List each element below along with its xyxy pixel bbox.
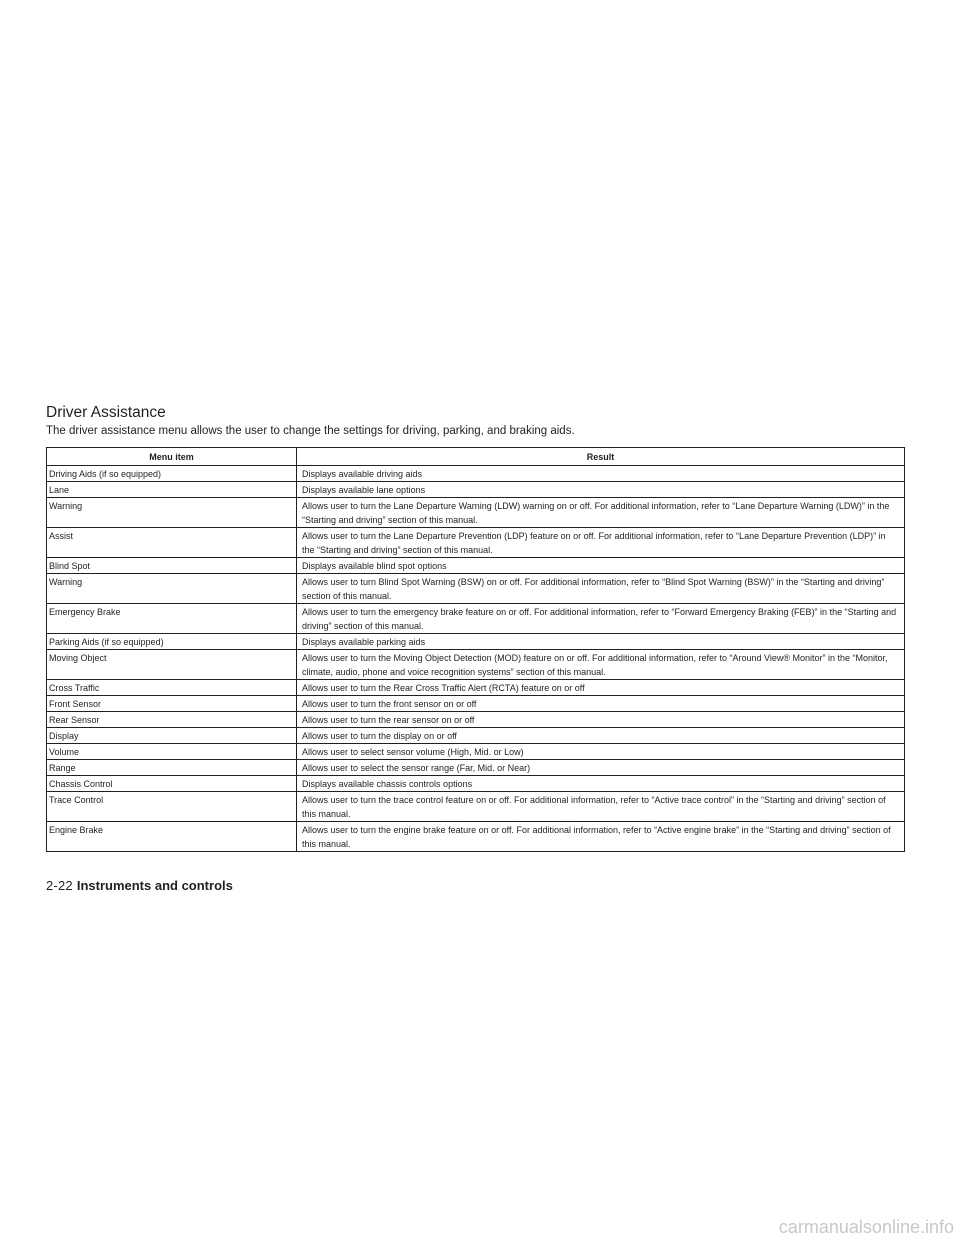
result-cell: Displays available chassis controls options bbox=[297, 776, 905, 792]
header-menu-item: Menu item bbox=[47, 448, 297, 466]
table-row bbox=[47, 792, 905, 822]
table-row bbox=[47, 558, 905, 574]
menu-item-cell: Blind Spot bbox=[47, 558, 297, 574]
result-cell: Allows user to select the sensor range (Far, Mid. or Near) bbox=[297, 760, 905, 776]
menu-item-cell: Range bbox=[47, 760, 297, 776]
table-row bbox=[47, 760, 905, 776]
menu-item-cell: Display bbox=[47, 728, 297, 744]
result-cell: Allows user to turn the Lane Departure Prevention (LDP) feature on or off. For additional information, refer to “Lane Departure Prevention (LDP)” in the “Starting and driving” section of this manual. bbox=[297, 528, 905, 558]
page-footer bbox=[46, 878, 233, 893]
menu-item-cell: Cross Traffic bbox=[47, 680, 297, 696]
menu-item-cell: Volume bbox=[47, 744, 297, 760]
page-number: 2-22 bbox=[46, 878, 73, 893]
table-row bbox=[47, 776, 905, 792]
table-row bbox=[47, 604, 905, 634]
table-row bbox=[47, 744, 905, 760]
menu-item-cell: Chassis Control bbox=[47, 776, 297, 792]
result-cell: Displays available blind spot options bbox=[297, 558, 905, 574]
footer-section-title: Instruments and controls bbox=[76, 878, 233, 893]
table-row bbox=[47, 650, 905, 680]
table-row bbox=[47, 574, 905, 604]
result-cell: Allows user to turn Blind Spot Warning (BSW) on or off. For additional information, refer to “Blind Spot Warning (BSW)” in the “Starting and driving” section of this manual. bbox=[297, 574, 905, 604]
result-cell: Allows user to turn the Moving Object Detection (MOD) feature on or off. For additional information, refer to “Around View® Monitor” in the “Monitor, climate, audio, phone and voice recognition systems” section of this manual. bbox=[297, 650, 905, 680]
result-cell: Allows user to turn the engine brake feature on or off. For additional information, refer to “Active engine brake” in the “Starting and driving” section of this manual. bbox=[297, 822, 905, 852]
menu-item-cell: Rear Sensor bbox=[47, 712, 297, 728]
table-row bbox=[47, 680, 905, 696]
section-title: Driver Assistance bbox=[46, 404, 166, 421]
table-row bbox=[47, 528, 905, 558]
result-cell: Displays available parking aids bbox=[297, 634, 905, 650]
menu-item-cell: Warning bbox=[47, 498, 297, 528]
menu-item-cell: Moving Object bbox=[47, 650, 297, 680]
menu-item-cell: Emergency Brake bbox=[47, 604, 297, 634]
menu-item-cell: Trace Control bbox=[47, 792, 297, 822]
result-cell: Allows user to turn the front sensor on or off bbox=[297, 696, 905, 712]
menu-item-cell: Engine Brake bbox=[47, 822, 297, 852]
menu-item-cell: Driving Aids (if so equipped) bbox=[47, 466, 297, 482]
result-cell: Allows user to turn the Rear Cross Traffic Alert (RCTA) feature on or off bbox=[297, 680, 905, 696]
menu-item-cell: Assist bbox=[47, 528, 297, 558]
header-result: Result bbox=[297, 448, 905, 466]
menu-item-cell: Front Sensor bbox=[47, 696, 297, 712]
result-cell: Allows user to turn the trace control feature on or off. For additional information, refer to “Active trace control” in the “Starting and driving” section of this manual. bbox=[297, 792, 905, 822]
result-cell: Displays available driving aids bbox=[297, 466, 905, 482]
table-row bbox=[47, 498, 905, 528]
result-cell: Displays available lane options bbox=[297, 482, 905, 498]
table-row bbox=[47, 466, 905, 482]
watermark: carmanualsonline.info bbox=[778, 1217, 954, 1237]
table-row bbox=[47, 712, 905, 728]
section-intro: The driver assistance menu allows the user to change the settings for driving, parking, and braking aids. bbox=[46, 425, 575, 437]
table-row bbox=[47, 482, 905, 498]
table-row bbox=[47, 696, 905, 712]
menu-item-cell: Warning bbox=[47, 574, 297, 604]
table-header-row bbox=[47, 448, 905, 466]
menu-table bbox=[46, 447, 905, 852]
table-row bbox=[47, 634, 905, 650]
result-cell: Allows user to select sensor volume (High, Mid. or Low) bbox=[297, 744, 905, 760]
result-cell: Allows user to turn the rear sensor on or off bbox=[297, 712, 905, 728]
result-cell: Allows user to turn the display on or off bbox=[297, 728, 905, 744]
result-cell: Allows user to turn the Lane Departure Warning (LDW) warning on or off. For additional information, refer to “Lane Departure Warning (LDW)” in the “Starting and driving” section of this manual. bbox=[297, 498, 905, 528]
menu-item-cell: Parking Aids (if so equipped) bbox=[47, 634, 297, 650]
table-row bbox=[47, 728, 905, 744]
table-row bbox=[47, 822, 905, 852]
menu-item-cell: Lane bbox=[47, 482, 297, 498]
result-cell: Allows user to turn the emergency brake feature on or off. For additional information, refer to “Forward Emergency Braking (FEB)” in the “Starting and driving” section of this manual. bbox=[297, 604, 905, 634]
